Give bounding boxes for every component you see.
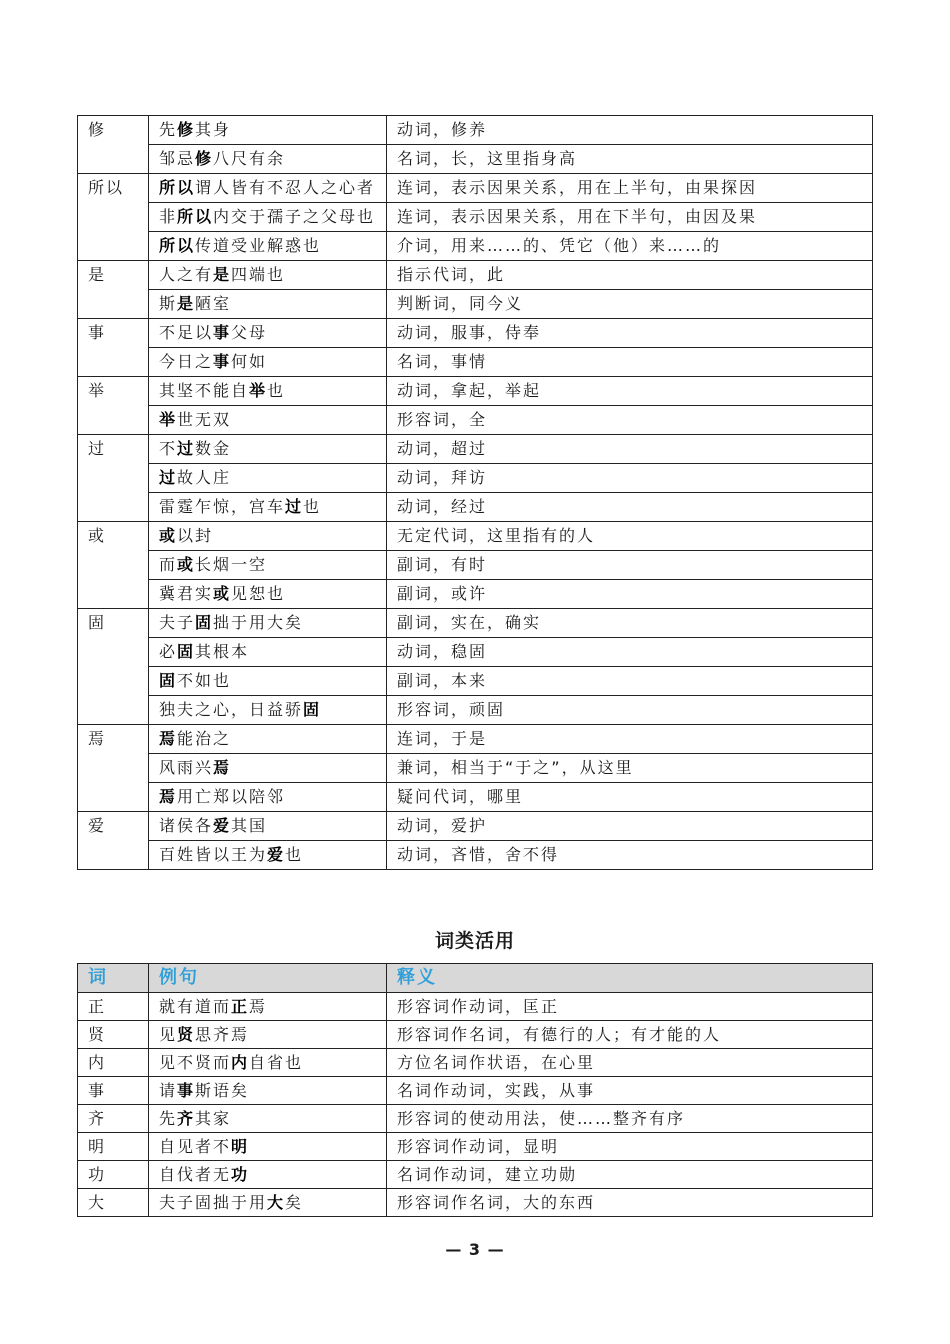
highlighted-word: 或: [159, 526, 178, 545]
highlighted-word: 固: [303, 700, 322, 719]
sentence-pre: 雷霆乍惊，宫车: [159, 497, 286, 516]
example-sentence: [149, 1049, 387, 1077]
table-row: [78, 116, 873, 145]
example-sentence: [149, 696, 387, 725]
highlighted-word: 过: [159, 468, 178, 487]
table-row: [78, 348, 873, 377]
sentence-pre: 人之有: [159, 265, 214, 284]
sentence-post: 世无双: [177, 410, 232, 429]
table-row: [78, 754, 873, 783]
table-row: [78, 522, 873, 551]
highlighted-word: 爱: [213, 816, 232, 835]
sentence-pre: 就有道而: [159, 997, 232, 1016]
example-sentence: [149, 783, 387, 812]
sentence-pre: 其坚不能自: [159, 381, 250, 400]
example-sentence: [149, 1189, 387, 1217]
meaning: 动词，吝惜，舍不得: [387, 841, 873, 870]
highlighted-word: 举: [249, 381, 268, 400]
highlighted-word: 固: [159, 671, 178, 690]
table-row: [78, 435, 873, 464]
example-sentence: [149, 638, 387, 667]
table-row: [78, 812, 873, 841]
headword: 事: [78, 319, 149, 377]
meaning: 连词，表示因果关系，用在下半句，由因及果: [387, 203, 873, 232]
table-row: [78, 232, 873, 261]
meaning: 副词，有时: [387, 551, 873, 580]
highlighted-word: 固: [195, 613, 214, 632]
table-row: [78, 1049, 873, 1077]
example-sentence: [149, 232, 387, 261]
sentence-pre: 夫子: [159, 613, 196, 632]
sentence-post: 用亡郑以陪邻: [177, 787, 286, 806]
highlighted-word: 事: [213, 352, 232, 371]
example-sentence: [149, 1133, 387, 1161]
table-row: [78, 1133, 873, 1161]
example-sentence: [149, 406, 387, 435]
word-class-table: [77, 963, 873, 1217]
table-header-row: [78, 964, 873, 993]
polysemy-table: [77, 115, 873, 870]
example-sentence: [149, 551, 387, 580]
word: 内: [78, 1049, 149, 1077]
example-sentence: [149, 580, 387, 609]
highlighted-word: 过: [285, 497, 304, 516]
sentence-pre: 见: [159, 1025, 178, 1044]
sentence-pre: 百姓皆以王为: [159, 845, 268, 864]
sentence-post: 长烟一空: [195, 555, 268, 574]
highlighted-word: 正: [231, 997, 250, 1016]
table-row: [78, 174, 873, 203]
example-sentence: [149, 174, 387, 203]
highlighted-word: 焉: [213, 758, 232, 777]
headword: 焉: [78, 725, 149, 812]
meaning: 名词作动词，实践，从事: [387, 1077, 873, 1105]
table-row: [78, 667, 873, 696]
sentence-post: 何如: [231, 352, 268, 371]
example-sentence: [149, 435, 387, 464]
headword: 过: [78, 435, 149, 522]
meaning: 疑问代词，哪里: [387, 783, 873, 812]
sentence-post: 其根本: [195, 642, 250, 661]
meaning: 判断词，同今义: [387, 290, 873, 319]
sentence-post: 矣: [285, 1193, 304, 1212]
example-sentence: [149, 203, 387, 232]
table-row: [78, 1189, 873, 1217]
meaning: 动词，服事，侍奉: [387, 319, 873, 348]
table-row: [78, 203, 873, 232]
table-row: [78, 783, 873, 812]
sentence-post: 也: [303, 497, 322, 516]
sentence-post: 其家: [195, 1109, 232, 1128]
table-row: [78, 406, 873, 435]
example-sentence: [149, 993, 387, 1021]
sentence-post: 谓人皆有不忍人之心者: [195, 178, 376, 197]
sentence-pre: 不: [159, 439, 178, 458]
sentence-post: 其身: [195, 120, 232, 139]
highlighted-word: 所以: [159, 178, 196, 197]
sentence-post: 四端也: [231, 265, 286, 284]
example-sentence: [149, 1161, 387, 1189]
word: 大: [78, 1189, 149, 1217]
highlighted-word: 焉: [159, 787, 178, 806]
sentence-post: 也: [285, 845, 304, 864]
sentence-post: 焉: [249, 997, 268, 1016]
word: 齐: [78, 1105, 149, 1133]
highlighted-word: 或: [213, 584, 232, 603]
example-sentence: [149, 522, 387, 551]
meaning: 副词，实在，确实: [387, 609, 873, 638]
highlighted-word: 焉: [159, 729, 178, 748]
table-row: [78, 261, 873, 290]
word: 正: [78, 993, 149, 1021]
highlighted-word: 修: [177, 120, 196, 139]
headword: 修: [78, 116, 149, 174]
highlighted-word: 大: [267, 1193, 286, 1212]
table-row: [78, 290, 873, 319]
sentence-post: 拙于用大矣: [213, 613, 304, 632]
highlighted-word: 过: [177, 439, 196, 458]
example-sentence: [149, 261, 387, 290]
sentence-pre: 请: [159, 1081, 178, 1100]
highlighted-word: 功: [231, 1165, 250, 1184]
example-sentence: [149, 1077, 387, 1105]
meaning: 副词，本来: [387, 667, 873, 696]
meaning: 形容词作动词，匡正: [387, 993, 873, 1021]
highlighted-word: 贤: [177, 1025, 196, 1044]
sentence-post: 以封: [177, 526, 214, 545]
sentence-post: 内交于孺子之父母也: [213, 207, 376, 226]
highlighted-word: 举: [159, 410, 178, 429]
table-row: [78, 464, 873, 493]
example-sentence: [149, 377, 387, 406]
sentence-pre: 不足以: [159, 323, 214, 342]
example-sentence: [149, 754, 387, 783]
table-row: [78, 609, 873, 638]
meaning: 介词，用来……的、凭它（他）来……的: [387, 232, 873, 261]
example-sentence: [149, 290, 387, 319]
sentence-pre: 独夫之心，日益骄: [159, 700, 304, 719]
table-row: [78, 638, 873, 667]
sentence-pre: 今日之: [159, 352, 214, 371]
table-row: [78, 993, 873, 1021]
table-row: [78, 725, 873, 754]
highlighted-word: 事: [213, 323, 232, 342]
meaning: 形容词，全: [387, 406, 873, 435]
headword: 或: [78, 522, 149, 609]
headword: 举: [78, 377, 149, 435]
sentence-post: 数金: [195, 439, 232, 458]
meaning: 形容词的使动用法，使……整齐有序: [387, 1105, 873, 1133]
sentence-pre: 先: [159, 1109, 178, 1128]
sentence-post: 见恕也: [231, 584, 286, 603]
sentence-pre: 非: [159, 207, 178, 226]
highlighted-word: 所以: [177, 207, 214, 226]
highlighted-word: 内: [231, 1053, 250, 1072]
sentence-pre: 而: [159, 555, 178, 574]
example-sentence: [149, 841, 387, 870]
sentence-post: 也: [267, 381, 286, 400]
sentence-post: 传道受业解惑也: [195, 236, 322, 255]
example-sentence: [149, 667, 387, 696]
highlighted-word: 爱: [267, 845, 286, 864]
word: 事: [78, 1077, 149, 1105]
meaning: 形容词作名词，大的东西: [387, 1189, 873, 1217]
sentence-pre: 诸侯各: [159, 816, 214, 835]
meaning: 动词，稳固: [387, 638, 873, 667]
headword: 所以: [78, 174, 149, 261]
table-row: [78, 696, 873, 725]
table-row: [78, 377, 873, 406]
highlighted-word: 固: [177, 642, 196, 661]
meaning: 动词，拜访: [387, 464, 873, 493]
meaning: 动词，拿起，举起: [387, 377, 873, 406]
word: 贤: [78, 1021, 149, 1049]
sentence-pre: 自见者不: [159, 1137, 232, 1156]
sentence-post: 斯语矣: [195, 1081, 250, 1100]
highlighted-word: 所以: [159, 236, 196, 255]
table-row: [78, 145, 873, 174]
sentence-pre: 必: [159, 642, 178, 661]
highlighted-word: 是: [177, 294, 196, 313]
highlighted-word: 齐: [177, 1109, 196, 1128]
sentence-post: 父母: [231, 323, 268, 342]
table-row: [78, 841, 873, 870]
meaning: 动词，经过: [387, 493, 873, 522]
table-row: [78, 319, 873, 348]
sentence-post: 能治之: [177, 729, 232, 748]
sentence-pre: 自伐者无: [159, 1165, 232, 1184]
example-sentence: [149, 348, 387, 377]
sentence-pre: 斯: [159, 294, 178, 313]
meaning: 指示代词，此: [387, 261, 873, 290]
meaning: 动词，爱护: [387, 812, 873, 841]
example-sentence: [149, 319, 387, 348]
sentence-post: 思齐焉: [195, 1025, 250, 1044]
sentence-pre: 冀君实: [159, 584, 214, 603]
example-sentence: [149, 145, 387, 174]
meaning: 副词，或许: [387, 580, 873, 609]
header-meaning: 释义: [387, 964, 873, 993]
meaning: 形容词，顽固: [387, 696, 873, 725]
meaning: 兼词，相当于“于之”，从这里: [387, 754, 873, 783]
headword: 是: [78, 261, 149, 319]
example-sentence: [149, 1021, 387, 1049]
header-word: 词: [78, 964, 149, 993]
meaning: 名词，事情: [387, 348, 873, 377]
sentence-pre: 风雨兴: [159, 758, 214, 777]
meaning: 连词，于是: [387, 725, 873, 754]
sentence-pre: 邹忌: [159, 149, 196, 168]
example-sentence: [149, 609, 387, 638]
example-sentence: [149, 464, 387, 493]
sentence-post: 不如也: [177, 671, 232, 690]
example-sentence: [149, 812, 387, 841]
meaning: 无定代词，这里指有的人: [387, 522, 873, 551]
table-row: [78, 1077, 873, 1105]
meaning: 形容词作动词，显明: [387, 1133, 873, 1161]
meaning: 动词，修养: [387, 116, 873, 145]
highlighted-word: 明: [231, 1137, 250, 1156]
example-sentence: [149, 116, 387, 145]
meaning: 形容词作名词，有德行的人；有才能的人: [387, 1021, 873, 1049]
table-row: [78, 493, 873, 522]
highlighted-word: 是: [213, 265, 232, 284]
header-example: 例句: [149, 964, 387, 993]
sentence-post: 八尺有余: [213, 149, 286, 168]
table-row: [78, 1161, 873, 1189]
meaning: 名词作动词，建立功勋: [387, 1161, 873, 1189]
example-sentence: [149, 493, 387, 522]
section-title: 词类活用: [434, 930, 515, 952]
table-row: [78, 580, 873, 609]
table-row: [78, 1105, 873, 1133]
word: 明: [78, 1133, 149, 1161]
table-row: [78, 1021, 873, 1049]
example-sentence: [149, 1105, 387, 1133]
sentence-post: 故人庄: [177, 468, 232, 487]
table-row: [78, 551, 873, 580]
sentence-pre: 先: [159, 120, 178, 139]
sentence-post: 陋室: [195, 294, 232, 313]
meaning: 方位名词作状语，在心里: [387, 1049, 873, 1077]
meaning: 动词，超过: [387, 435, 873, 464]
sentence-pre: 见不贤而: [159, 1053, 232, 1072]
sentence-post: 自省也: [249, 1053, 304, 1072]
highlighted-word: 或: [177, 555, 196, 574]
highlighted-word: 修: [195, 149, 214, 168]
page-number: — 3 —: [445, 1240, 505, 1259]
word: 功: [78, 1161, 149, 1189]
meaning: 名词，长，这里指身高: [387, 145, 873, 174]
sentence-post: 其国: [231, 816, 268, 835]
sentence-pre: 夫子固拙于用: [159, 1193, 268, 1212]
example-sentence: [149, 725, 387, 754]
meaning: 连词，表示因果关系，用在上半句，由果探因: [387, 174, 873, 203]
headword: 爱: [78, 812, 149, 870]
highlighted-word: 事: [177, 1081, 196, 1100]
headword: 固: [78, 609, 149, 725]
